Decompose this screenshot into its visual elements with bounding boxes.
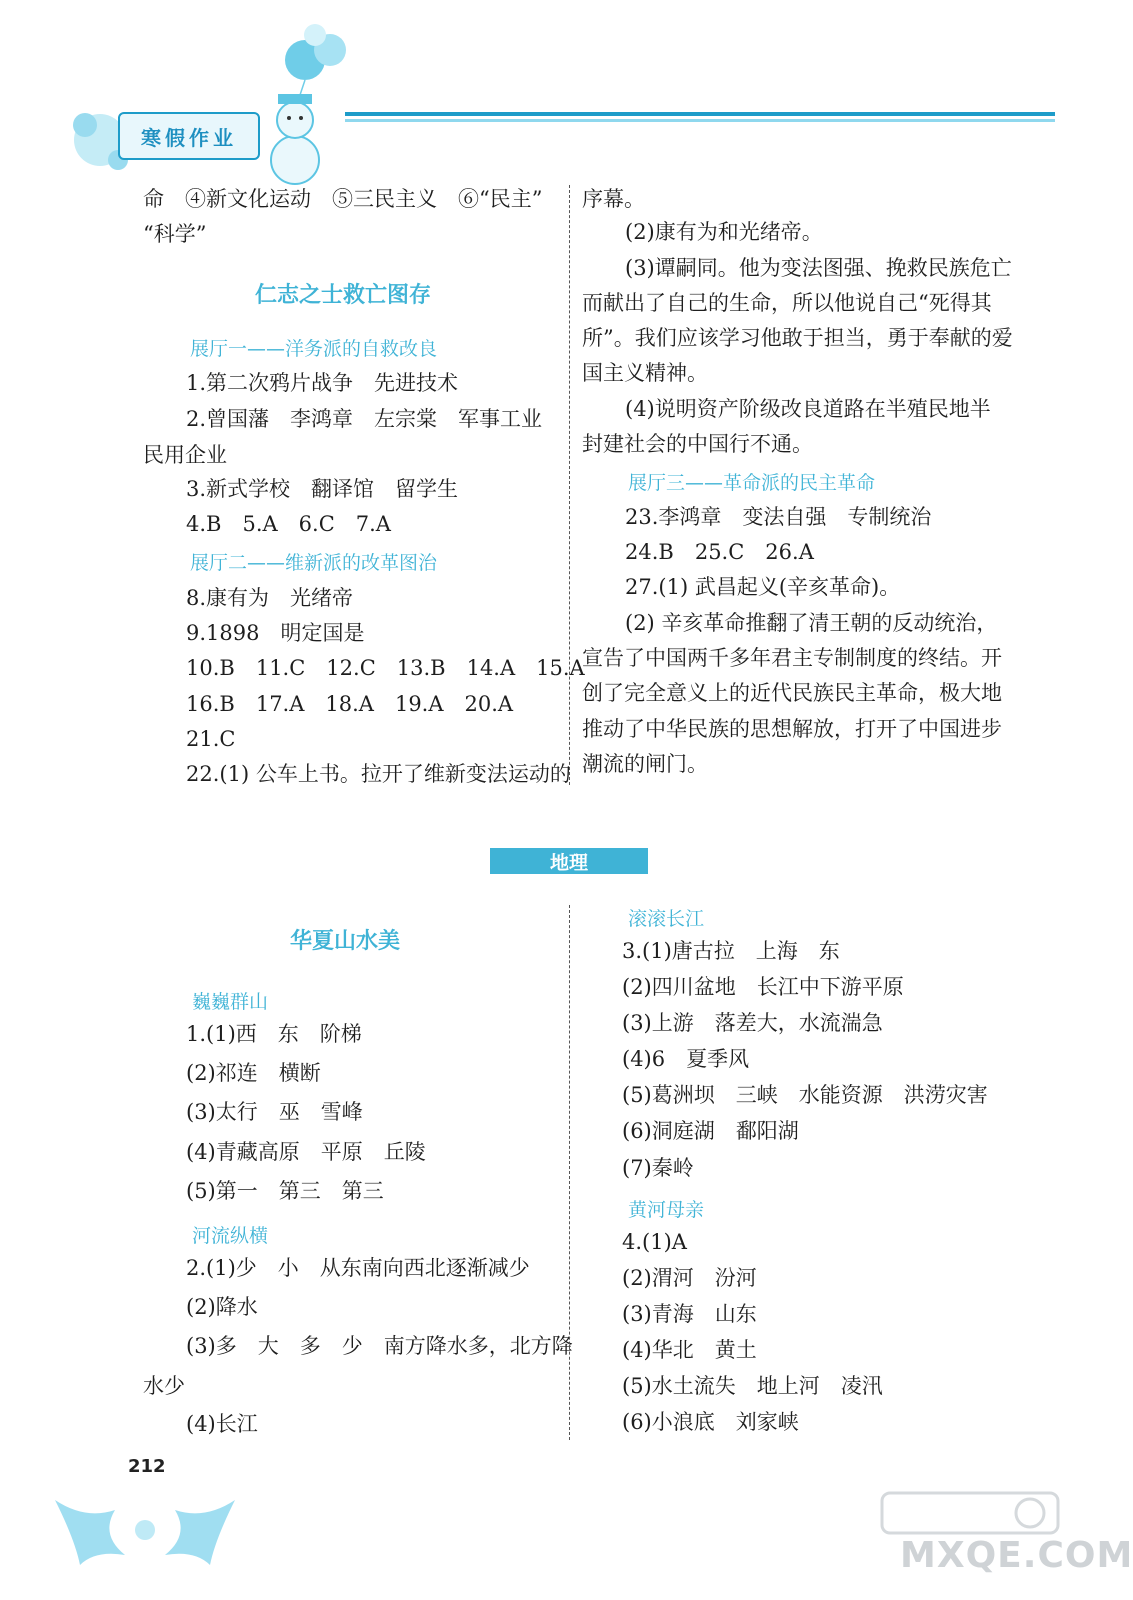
subsection-heading: 展厅三——革命派的民主革命: [628, 472, 876, 494]
text-line: 23.李鸿章 变法自强 专制统治: [625, 505, 932, 529]
text-line: 3.(1)唐古拉 上海 东: [622, 939, 840, 963]
text-line: 推动了中华民族的思想解放，打开了中国进步: [582, 717, 1002, 741]
text-line: 所”。我们应该学习他敢于担当，勇于奉献的爱: [582, 326, 1013, 350]
text-line: 22.(1) 公车上书。拉开了维新变法运动的: [186, 762, 571, 786]
subsection-heading: 黄河母亲: [628, 1199, 705, 1221]
text-line: (4)青藏高原 平原 丘陵: [186, 1140, 426, 1164]
snowman-icon: [271, 94, 319, 184]
text-line: 21.C: [186, 727, 236, 751]
text-line: (2) 辛亥革命推翻了清王朝的反动统治，: [625, 611, 998, 635]
watermark-logo-icon: [880, 1488, 1060, 1538]
text-line: 而献出了自己的生命，所以他说自己“死得其: [582, 291, 992, 315]
text-line: (2)渭河 汾河: [622, 1266, 757, 1290]
text-line: 24.B 25.C 26.A: [625, 540, 814, 564]
text-line: (4)6 夏季风: [622, 1047, 750, 1071]
subsection-heading: 河流纵横: [192, 1225, 269, 1247]
subsection-heading: 展厅二——维新派的改革图治: [190, 552, 438, 574]
text-line: (2)降水: [186, 1295, 258, 1319]
subsection-heading: 巍巍群山: [192, 991, 269, 1013]
text-line: (5)水土流失 地上河 凌汛: [622, 1374, 883, 1398]
text-line: 2.(1)少 小 从东南向西北逐渐减少: [186, 1256, 530, 1280]
text-line: 4.B 5.A 6.C 7.A: [186, 512, 391, 536]
text-line: 序幕。: [582, 187, 645, 211]
subsection-heading: 滚滚长江: [628, 908, 705, 930]
text-line: (4)长江: [186, 1412, 258, 1436]
subsection-heading: 展厅一——洋务派的自救改良: [190, 338, 438, 360]
column-separator: [569, 905, 570, 1440]
text-line: 3.新式学校 翻译馆 留学生: [186, 477, 459, 501]
text-line: (6)小浪底 刘家峡: [622, 1410, 799, 1434]
text-line: (7)秦岭: [622, 1156, 694, 1180]
text-line: 10.B 11.C 12.C 13.B 14.A 15.A: [186, 656, 585, 680]
text-line: (2)祁连 横断: [186, 1061, 321, 1085]
text-line: (4)说明资产阶级改良道路在半殖民地半: [625, 397, 991, 421]
column-separator: [569, 185, 570, 785]
text-line: “科学”: [143, 222, 207, 246]
text-line: 命 ④新文化运动 ⑤三民主义 ⑥“民主”: [143, 187, 543, 211]
header-bar: [345, 112, 1055, 124]
text-line: 1.(1)西 东 阶梯: [186, 1022, 362, 1046]
text-line: (4)华北 黄土: [622, 1338, 757, 1362]
text-line: (2)四川盆地 长江中下游平原: [622, 975, 904, 999]
section-label: 地理: [490, 848, 648, 874]
text-line: (3)太行 巫 雪峰: [186, 1100, 363, 1124]
watermark-text: MXQE.COM: [900, 1535, 1133, 1576]
header-decoration: [40, 20, 400, 200]
text-line: 创了完全意义上的近代民族民主革命，极大地: [582, 681, 1002, 705]
text-line: 民用企业: [143, 443, 227, 467]
text-line: (3)多 大 多 少 南方降水多，北方降: [186, 1334, 573, 1358]
text-line: 2.曾国藩 李鸿章 左宗棠 军事工业: [186, 407, 543, 431]
footer-ornament-icon: [45, 1480, 245, 1570]
section-heading: 仁志之士救亡图存: [255, 282, 432, 308]
page-number: 212: [128, 1456, 166, 1477]
text-line: (5)葛洲坝 三峡 水能资源 洪涝灾害: [622, 1083, 988, 1107]
text-line: 8.康有为 光绪帝: [186, 586, 354, 610]
text-line: 9.1898 明定国是: [186, 621, 365, 645]
text-line: (2)康有为和光绪帝。: [625, 220, 823, 244]
text-line: (6)洞庭湖 鄱阳湖: [622, 1119, 799, 1143]
text-line: 1.第二次鸦片战争 先进技术: [186, 371, 459, 395]
text-line: 国主义精神。: [582, 361, 708, 385]
text-line: 4.(1)A: [622, 1230, 687, 1254]
text-line: 16.B 17.A 18.A 19.A 20.A: [186, 692, 514, 716]
text-line: 水少: [143, 1374, 185, 1398]
header-title: 寒假作业: [118, 112, 260, 160]
text-line: (3)青海 山东: [622, 1302, 757, 1326]
text-line: (3)谭嗣同。他为变法图强、挽救民族危亡: [625, 256, 1012, 280]
text-line: (5)第一 第三 第三: [186, 1179, 384, 1203]
section-heading: 华夏山水美: [290, 928, 401, 954]
text-line: 潮流的闸门。: [582, 752, 708, 776]
text-line: 封建社会的中国行不通。: [582, 432, 813, 456]
text-line: 宣告了中国两千多年君主专制制度的终结。开: [582, 646, 1002, 670]
text-line: (3)上游 落差大，水流湍急: [622, 1011, 883, 1035]
text-line: 27.(1) 武昌起义(辛亥革命)。: [625, 575, 901, 599]
